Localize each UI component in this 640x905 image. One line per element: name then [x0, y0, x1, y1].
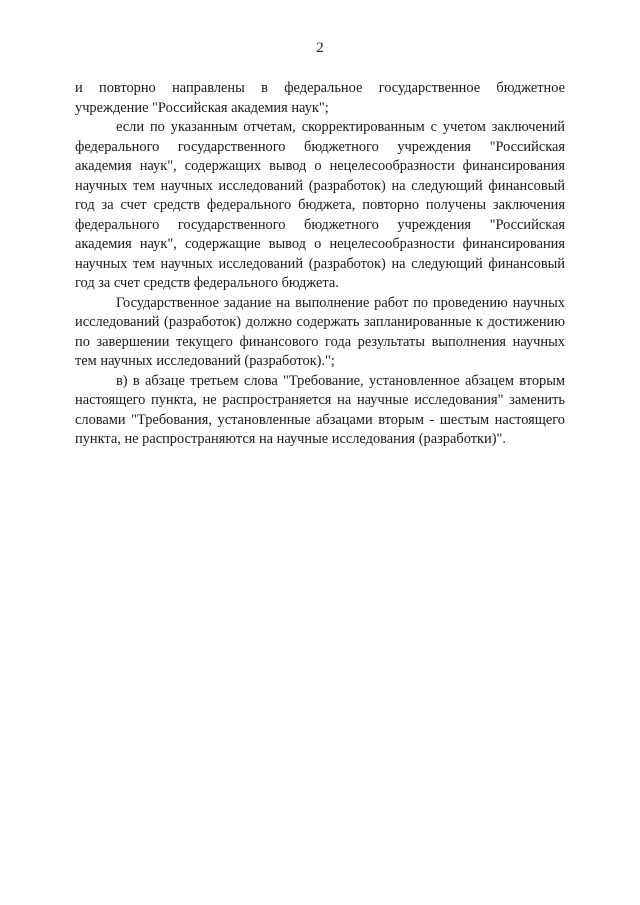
paragraph-state-assignment: Государственное задание на выполнение работ по проведению научных исследований (разработок) должно содержать запланированные к достижению по завершении текущего финансового года результаты выполнения научных тем научных исследований (разработок).";: [75, 294, 565, 369]
page-number: 2: [316, 40, 324, 56]
paragraph-amendment-v: в) в абзаце третьем слова "Требование, установленное абзацем вторым настоящего пункта, не распространяется на научные исследования" заменить словами "Требования, установленные абзацами вторым - шестым настоящего пункта, не распространяются на научные исследования (разработки)".: [75, 372, 565, 447]
document-body: [75, 79, 565, 450]
paragraph-continuation: и повторно направлены в федеральное государственное бюджетное учреждение "Российская академия наук";: [75, 80, 565, 116]
paragraph-condition: если по указанным отчетам, скорректированным с учетом заключений федерального государственного бюджетного учреждения "Российская академия наук", содержащих вывод о нецелесообразности финансирования научных тем научных исследований (разработок) на следующий финансовый год за счет средств федерального бюджета, повторно получены заключения федерального государственного бюджетного учреждения "Российская академия наук", содержащие вывод о нецелесообразности финансирования научных тем научных исследований (разработок) на следующий финансовый год за счет средств федерального бюджета.: [75, 119, 565, 291]
